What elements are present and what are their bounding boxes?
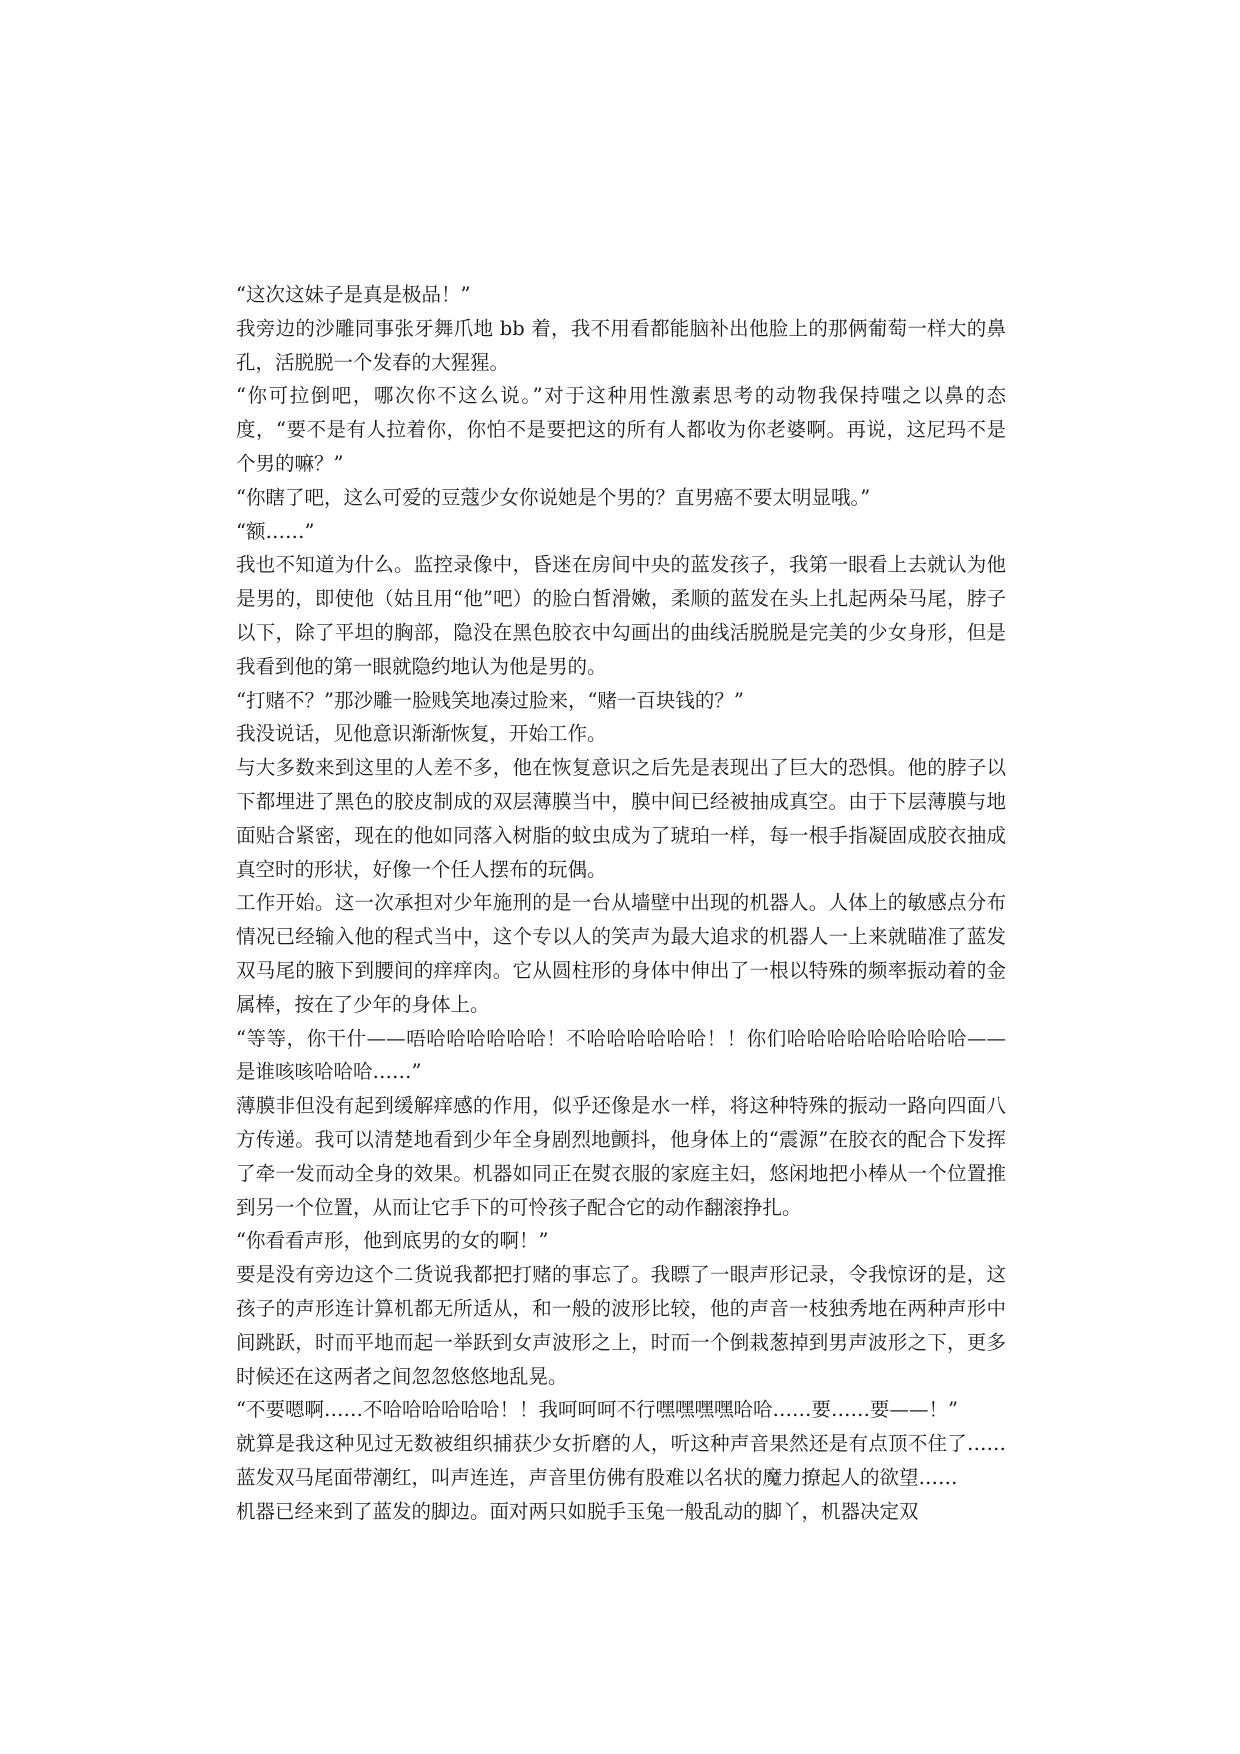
- paragraph: “这次这妹子是真是极品！”: [236, 283, 471, 306]
- paragraph: 要是没有旁边这个二货说我都把打赌的事忘了。我瞟了一眼声形记录，令我惊讶的是，这孩子的声形连计算机都无所适从，和一般的波形比较，他的声音一枝独秀地在两种声形中间跳跃，时而平地而起一举跃到女声波形之上，时而一个倒栽葱掉到男声波形之下，更多时候还在这两者之间忽忽悠悠地乱晃。: [236, 1263, 1006, 1388]
- paragraph: “打赌不？”那沙雕一脸贱笑地凑过脸来，“赌一百块钱的？”: [236, 688, 744, 712]
- paragraph: 我也不知道为什么。监控录像中，昏迷在房间中央的蓝发孩子，我第一眼看上去就认为他是男的，即使他（姑且用“他”吧）的脸白皙滑嫩，柔顺的蓝发在头上扎起两朵马尾，脖子以下，除了平坦的胸部，隐没在黑色胶衣中勾画出的曲线活脱脱是完美的少女身形，但是我看到他的第一眼就隐约地认为他是男的。: [236, 553, 1006, 678]
- paragraph: “等等，你干什——唔哈哈哈哈哈哈！不哈哈哈哈哈哈！！你们哈哈哈哈哈哈哈哈哈——是谁咳咳哈哈哈……”: [236, 1026, 1006, 1084]
- paragraph: 就算是我这种见过无数被组织捕获少女折磨的人，听这种声音果然还是有点顶不住了……蓝发双马尾面带潮红，叫声连连，声音里仿佛有股难以名状的魔力撩起人的欲望……: [236, 1432, 1006, 1489]
- paragraph: 工作开始。这一次承担对少年施刑的是一台从墙壁中出现的机器人。人体上的敏感点分布情况已经输入他的程式当中，这个专以人的笑声为最大追求的机器人一上来就瞄准了蓝发双马尾的腋下到腰间的痒痒肉。它从圆柱形的身体中伸出了一根以特殊的频率振动着的金属棒，按在了少年的身体上。: [236, 891, 1006, 1016]
- paragraph: 我旁边的沙雕同事张牙舞爪地 bb 着，我不用看都能脑补出他脸上的那俩葡萄一样大的鼻孔，活脱脱一个发春的大猩猩。: [236, 316, 1006, 374]
- paragraph: 我没说话，见他意识渐渐恢复，开始工作。: [236, 722, 607, 746]
- paragraph: 薄膜非但没有起到缓解痒感的作用，似乎还像是水一样，将这种特殊的振动一路向四面八方传递。我可以清楚地看到少年全身剧烈地颤抖，他身体上的“震源”在胶衣的配合下发挥了牵一发而动全身的效果。机器如同正在熨衣服的家庭主妇，悠闲地把小棒从一个位置推到另一个位置，从而让它手下的可怜孩子配合它的动作翻滚挣扎。: [236, 1094, 1006, 1219]
- paragraph: “你看看声形，他到底男的女的啊！”: [236, 1229, 549, 1253]
- paragraph: 机器已经来到了蓝发的脚边。面对两只如脱手玉兔一般乱动的脚丫，机器决定双: [236, 1499, 919, 1523]
- paragraph: “不要嗯啊……不哈哈哈哈哈哈！！我呵呵呵不行嘿嘿嘿嘿哈哈……要……要——！”: [236, 1398, 958, 1422]
- paragraph: “你可拉倒吧，哪次你不这么说。”对于这种用性激素思考的动物我保持嗤之以鼻的态度，“要不是有人拉着你，你怕不是要把这的所有人都收为你老婆啊。再说，这尼玛不是个男的嘛？”: [236, 384, 1006, 475]
- paragraph: 与大多数来到这里的人差不多，他在恢复意识之后先是表现出了巨大的恐惧。他的脖子以下都埋进了黑色的胶皮制成的双层薄膜当中，膜中间已经被抽成真空。由于下层薄膜与地面贴合紧密，现在的他如同落入树脂的蚊虫成为了琥珀一样，每一根手指凝固成胶衣抽成真空时的形状，好像一个任人摆布的玩偶。: [236, 756, 1006, 881]
- body-text: [236, 278, 1006, 1528]
- paragraph: “你瞎了吧，这么可爱的豆蔻少女你说她是个男的？直男癌不要太明显哦。”: [236, 485, 871, 509]
- paragraph: “额……”: [236, 519, 315, 543]
